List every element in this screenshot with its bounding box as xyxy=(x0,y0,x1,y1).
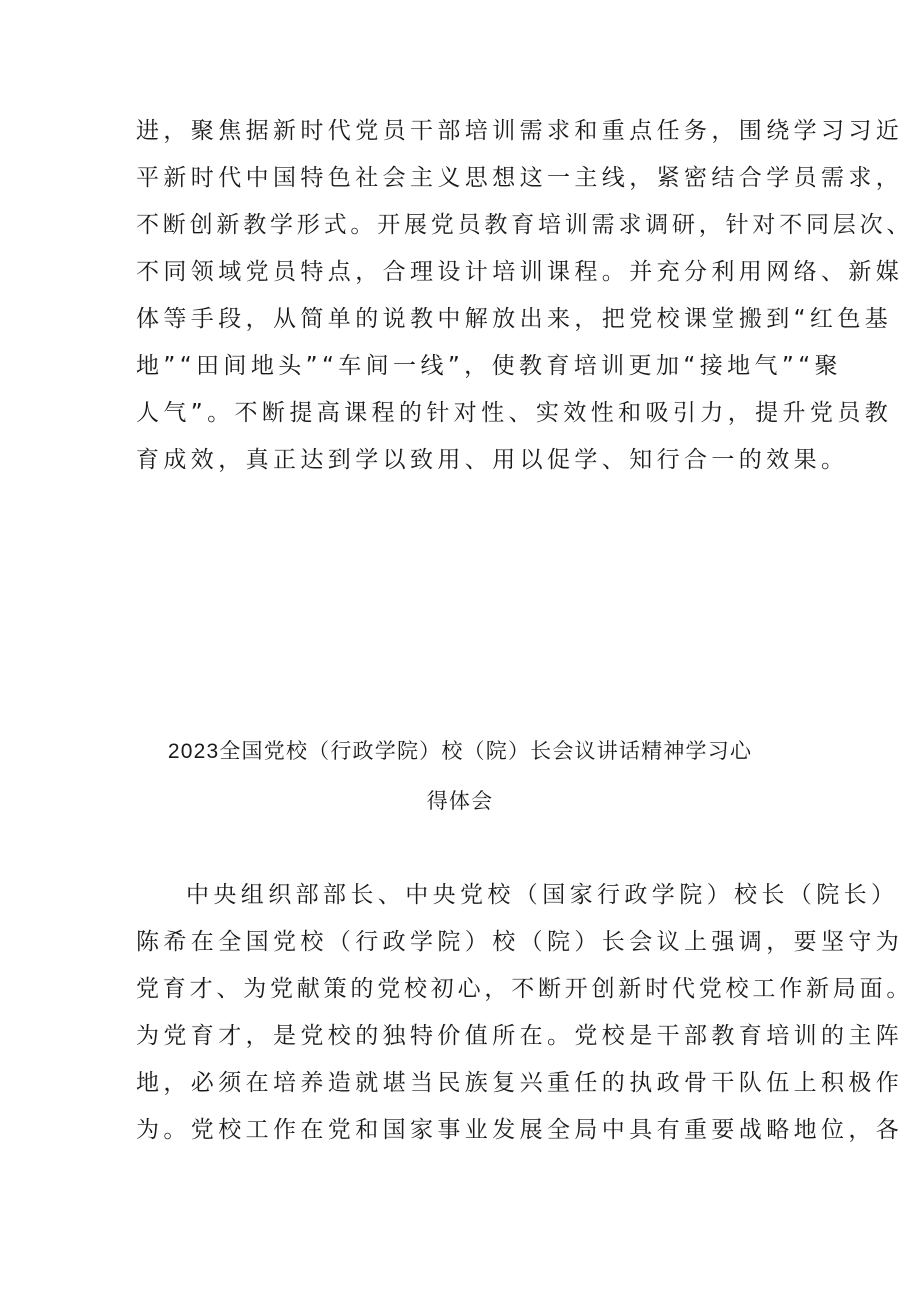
paragraph-line: 进，聚焦据新时代党员干部培训需求和重点任务，围绕学习习近 xyxy=(136,118,904,144)
paragraph-line: 不同领域党员特点，合理设计培训课程。并充分利用网络、新媒 xyxy=(136,259,904,285)
title-line: 2023全国党校（行政学院）校（院）长会议讲话精神学习心 xyxy=(167,740,753,763)
paragraph-line: 人气”。不断提高课程的针对性、实效性和吸引力，提升党员教 xyxy=(136,400,893,426)
paragraph-line: 体等手段，从简单的说教中解放出来，把党校课堂搬到“红色基 xyxy=(136,306,893,332)
paragraph-line: 为党育才，是党校的独特价值所在。党校是干部教育培训的主阵 xyxy=(136,1023,904,1049)
paragraph-line: 不断创新教学形式。开展党员教育培训需求调研，针对不同层次、 xyxy=(136,212,914,238)
paragraph-line: 中央组织部部长、中央党校（国家行政学院）校长（院长） xyxy=(186,882,899,908)
paragraph-line: 平新时代中国特色社会主义思想这一主线，紧密结合学员需求， xyxy=(136,165,904,191)
paragraph-line: 地”“田间地头”“车间一线”，使教育培训更加“接地气”“聚 xyxy=(136,353,842,379)
paragraph-line: 为。党校工作在党和国家事业发展全局中具有重要战略地位，各 xyxy=(136,1117,904,1143)
title-line: 得体会 xyxy=(426,790,494,813)
paragraph-line: 地，必须在培养造就堪当民族复兴重任的执政骨干队伍上积极作 xyxy=(136,1070,904,1096)
paragraph-line: 党育才、为党献策的党校初心，不断开创新时代党校工作新局面。 xyxy=(136,976,914,1002)
paragraph-line: 育成效，真正达到学以致用、用以促学、知行合一的效果。 xyxy=(136,447,849,473)
paragraph-line: 陈希在全国党校（行政学院）校（院）长会议上强调，要坚守为 xyxy=(136,929,904,955)
